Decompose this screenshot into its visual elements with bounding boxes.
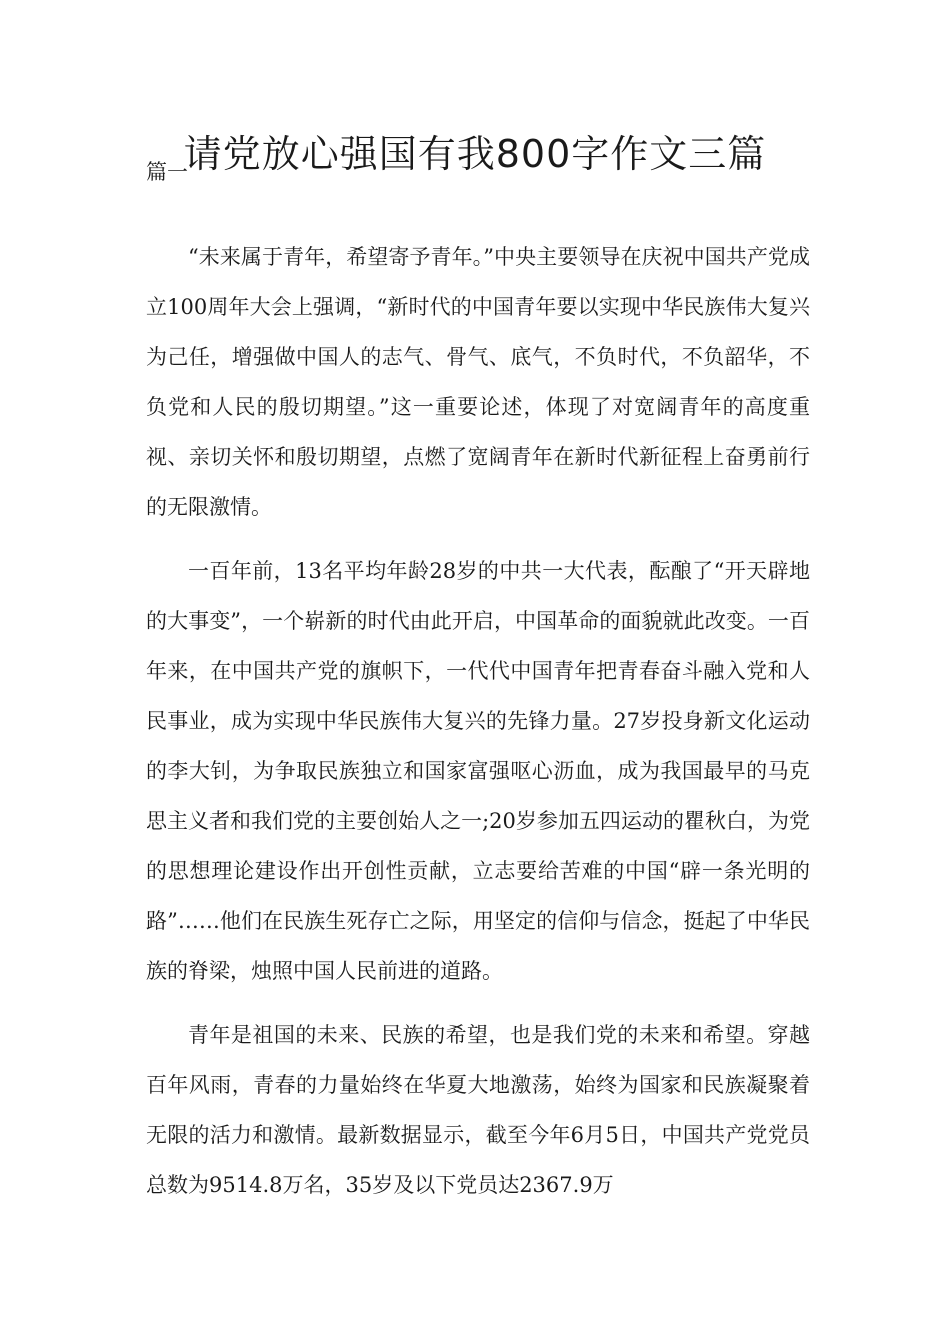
paragraph: “未来属于青年，希望寄予青年。”中央主要领导在庆祝中国共产党成立100周年大会上强调，“新时代的中国青年要以实现中华民族伟大复兴为己任，增强做中国人的志气、骨气、底气，不负时代，不负韶华，不负党和人民的殷切期望。”这一重要论述，体现了对宽阔青年的高度重视、亲切关怀和殷切期望，点燃了宽阔青年在新时代新征程上奋勇前行的无限激情。 — [146, 245, 810, 519]
section-label: 篇一 — [146, 160, 188, 184]
document-body — [146, 232, 810, 1224]
document-title: 请党放心强国有我800字作文三篇 — [183, 132, 767, 176]
paragraph: 一百年前，13名平均年龄28岁的中共一大代表，酝酿了“开天辟地的大事变”，一个崭新的时代由此开启，中国革命的面貌就此改变。一百年来，在中国共产党的旗帜下，一代代中国青年把青春奋斗融入党和人民事业，成为实现中华民族伟大复兴的先锋力量。27岁投身新文化运动的李大钊，为争取民族独立和国家富强呕心沥血，成为我国最早的马克思主义者和我们党的主要创始人之一;20岁参加五四运动的瞿秋白，为党的思想理论建设作出开创性贡献，立志要给苦难的中国“辟一条光明的路”……他们在民族生死存亡之际，用坚定的信仰与信念，挺起了中华民族的脊梁，烛照中国人民前进的道路。 — [146, 559, 810, 983]
paragraph: 青年是祖国的未来、民族的希望，也是我们党的未来和希望。穿越百年风雨，青春的力量始终在华夏大地激荡，始终为国家和民族凝聚着无限的活力和激情。最新数据显示，截至今年6月5日，中国共产党党员总数为9514.8万名，35岁及以下党员达2367.9万 — [146, 1023, 810, 1197]
